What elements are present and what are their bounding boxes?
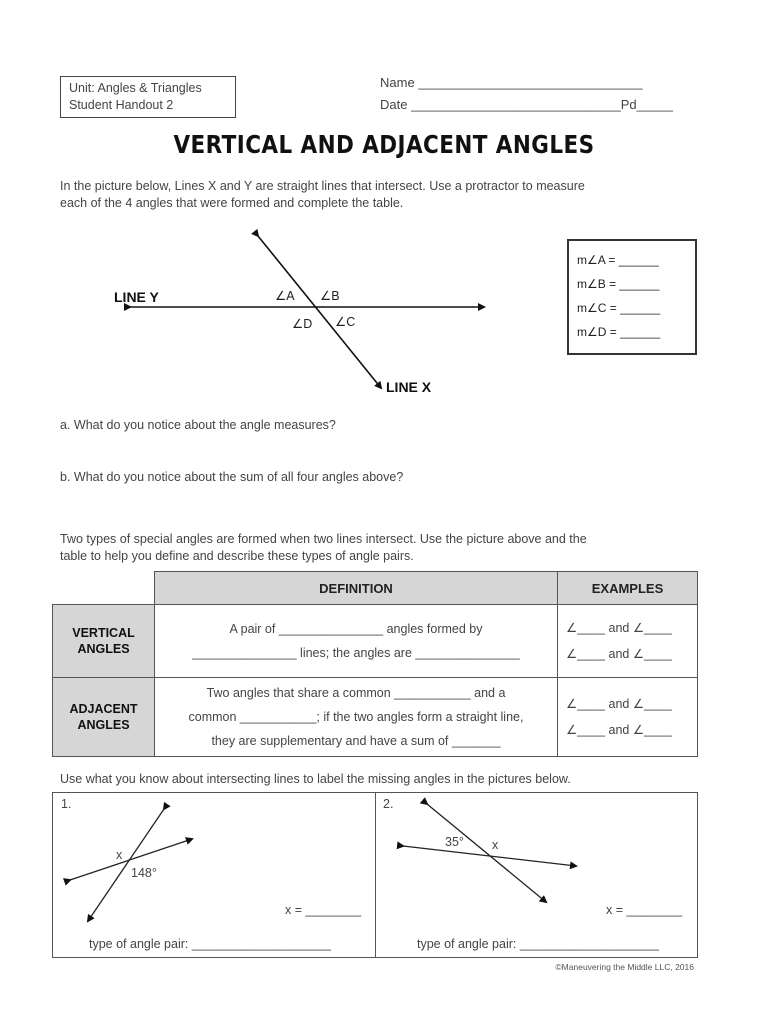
adjacent-label-2: ANGLES bbox=[77, 718, 130, 732]
angle-definition-table bbox=[52, 571, 698, 757]
adjacent-definition[interactable] bbox=[155, 678, 558, 757]
line-x bbox=[258, 236, 381, 388]
measure-c[interactable]: m∠C = ______ bbox=[577, 301, 661, 315]
problem-2-answer[interactable]: x = ________ bbox=[606, 903, 683, 917]
problem-1-answer[interactable]: x = ________ bbox=[285, 903, 362, 917]
vertical-ex-2: ∠____ and ∠____ bbox=[566, 647, 672, 661]
pd-label: Pd bbox=[620, 97, 637, 112]
problem-1-pair-type[interactable]: type of angle pair: ____________________ bbox=[89, 937, 331, 951]
vertical-angles-label bbox=[53, 605, 155, 678]
line-x-label: LINE X bbox=[386, 379, 432, 395]
problem-2-pair-type[interactable]: type of angle pair: ____________________ bbox=[417, 937, 659, 951]
copyright-text: ©Maneuvering the Middle LLC, 2016 bbox=[555, 962, 694, 972]
angle-c-label: ∠C bbox=[335, 315, 356, 329]
definition-header: DEFINITION bbox=[155, 572, 558, 605]
vertical-label-1: VERTICAL bbox=[72, 626, 135, 640]
name-blank[interactable]: _______________________________ bbox=[418, 75, 643, 90]
table-corner bbox=[53, 572, 155, 605]
line-y-label: LINE Y bbox=[114, 289, 159, 305]
measure-table bbox=[567, 239, 697, 355]
problem-2-x-label: x bbox=[492, 838, 499, 852]
adjacent-def-1: Two angles that share a common ___________ and a bbox=[206, 686, 506, 700]
adjacent-label-1: ADJACENT bbox=[69, 702, 138, 716]
date-blank[interactable]: _____________________________ bbox=[411, 97, 621, 112]
vertical-examples[interactable] bbox=[558, 605, 698, 678]
page-title: VERTICAL AND ADJACENT ANGLES bbox=[173, 130, 595, 159]
practice-intro: Use what you know about intersecting lines to label the missing angles in the pictures below. bbox=[60, 772, 571, 786]
measure-b[interactable]: m∠B = ______ bbox=[577, 277, 660, 291]
angle-b-label: ∠B bbox=[320, 289, 340, 303]
problem-2-number: 2. bbox=[383, 797, 394, 811]
date-label: Date bbox=[380, 97, 408, 112]
special-angles-text bbox=[60, 531, 587, 565]
vertical-label-2: ANGLES bbox=[77, 642, 130, 656]
vertical-def-1: A pair of _______________ angles formed by bbox=[229, 622, 483, 636]
handout-label: Student Handout 2 bbox=[69, 98, 174, 112]
pd-blank[interactable]: _____ bbox=[636, 97, 673, 112]
table-row-adjacent bbox=[53, 678, 698, 757]
problem-1-number: 1. bbox=[61, 797, 72, 811]
intro-line-1: In the picture below, Lines X and Y are straight lines that intersect. Use a protractor to measure bbox=[60, 179, 585, 193]
adjacent-examples[interactable] bbox=[558, 678, 698, 757]
problem-1-angle: 148° bbox=[131, 866, 157, 880]
adjacent-def-2: common ___________; if the two angles form a straight line, bbox=[188, 710, 524, 724]
problem-1-box bbox=[52, 792, 376, 958]
measure-a[interactable]: m∠A = ______ bbox=[577, 253, 659, 267]
name-label: Name bbox=[380, 75, 415, 90]
problem-1-x-label: x bbox=[116, 848, 123, 862]
problem-2-box bbox=[375, 792, 698, 958]
special-line-2: table to help you define and describe these types of angle pairs. bbox=[60, 549, 414, 563]
vertical-def-2: _______________ lines; the angles are _______________ bbox=[192, 646, 520, 660]
adjacent-angles-label bbox=[53, 678, 155, 757]
angle-a-label: ∠A bbox=[275, 289, 295, 303]
adjacent-def-3: they are supplementary and have a sum of _______ bbox=[211, 734, 501, 748]
measure-d[interactable]: m∠D = ______ bbox=[577, 325, 661, 339]
special-line-1: Two types of special angles are formed when two lines intersect. Use the picture above and the bbox=[60, 532, 587, 546]
table-row-vertical bbox=[53, 605, 698, 678]
problem-2-angle: 35° bbox=[445, 835, 464, 849]
intro-line-2: each of the 4 angles that were formed and complete the table. bbox=[60, 196, 404, 210]
unit-label: Unit: Angles & Triangles bbox=[69, 81, 202, 95]
question-b: b. What do you notice about the sum of all four angles above? bbox=[60, 470, 404, 484]
examples-header: EXAMPLES bbox=[558, 572, 698, 605]
adjacent-ex-1: ∠____ and ∠____ bbox=[566, 697, 672, 711]
question-a: a. What do you notice about the angle measures? bbox=[60, 418, 336, 432]
vertical-definition[interactable] bbox=[155, 605, 558, 678]
vertical-ex-1: ∠____ and ∠____ bbox=[566, 621, 672, 635]
angle-d-label: ∠D bbox=[292, 317, 313, 331]
adjacent-ex-2: ∠____ and ∠____ bbox=[566, 723, 672, 737]
